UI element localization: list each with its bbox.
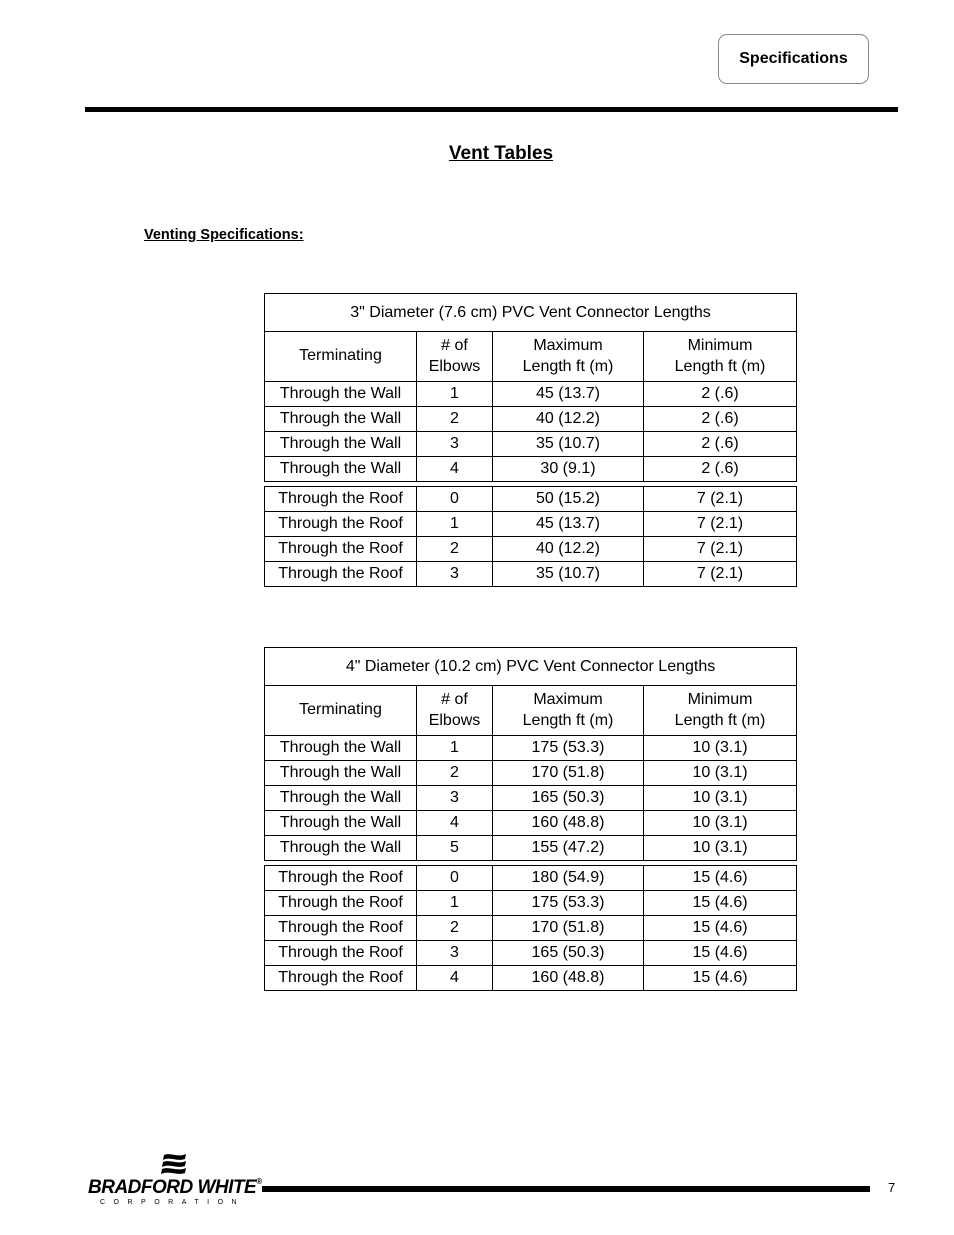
cell-elbows: 0 — [417, 487, 493, 512]
table-caption: 3" Diameter (7.6 cm) PVC Vent Connector Lengths — [265, 294, 797, 332]
table-row — [265, 836, 797, 861]
table-row — [265, 966, 797, 991]
cell-elbows: 1 — [417, 382, 493, 407]
section-heading: Venting Specifications: — [144, 227, 304, 243]
cell-max-length: 35 (10.7) — [493, 432, 644, 457]
table-row — [265, 562, 797, 587]
cell-max-length: 45 (13.7) — [493, 512, 644, 537]
header-max-length-line1: Maximum — [533, 691, 603, 708]
table-row — [265, 736, 797, 761]
cell-terminating: Through the Roof — [265, 512, 417, 537]
cell-terminating: Through the Roof — [265, 966, 417, 991]
cell-terminating: Through the Wall — [265, 761, 417, 786]
cell-min-length: 10 (3.1) — [644, 761, 797, 786]
cell-terminating: Through the Roof — [265, 891, 417, 916]
header-min-length-line1: Minimum — [687, 691, 753, 708]
cell-elbows: 2 — [417, 537, 493, 562]
cell-min-length: 15 (4.6) — [644, 916, 797, 941]
page-title: Vent Tables — [448, 143, 554, 164]
cell-elbows: 5 — [417, 836, 493, 861]
vent-table-4in — [264, 647, 797, 991]
cell-min-length: 2 (.6) — [644, 457, 797, 482]
table-row — [265, 512, 797, 537]
cell-terminating: Through the Roof — [265, 487, 417, 512]
header-elbows-line2: Elbows — [428, 357, 481, 375]
cell-max-length: 175 (53.3) — [493, 891, 644, 916]
logo-subtitle: CORPORATION — [100, 1199, 246, 1206]
cell-elbows: 3 — [417, 786, 493, 811]
cell-elbows: 0 — [417, 866, 493, 891]
table-caption: 4" Diameter (10.2 cm) PVC Vent Connector Lengths — [265, 648, 797, 686]
cell-max-length: 170 (51.8) — [493, 916, 644, 941]
cell-elbows: 4 — [417, 966, 493, 991]
header-elbows-line1: # of — [441, 691, 468, 708]
cell-terminating: Through the Wall — [265, 736, 417, 761]
cell-elbows: 1 — [417, 736, 493, 761]
cell-elbows: 4 — [417, 457, 493, 482]
table-row — [265, 891, 797, 916]
cell-max-length: 30 (9.1) — [493, 457, 644, 482]
footer-rule — [262, 1186, 870, 1192]
cell-max-length: 40 (12.2) — [493, 537, 644, 562]
cell-elbows: 2 — [417, 916, 493, 941]
header-elbows — [417, 686, 493, 736]
cell-max-length: 35 (10.7) — [493, 562, 644, 587]
header-max-length-line1: Maximum — [533, 337, 603, 354]
header-elbows-line1: # of — [441, 337, 468, 354]
cell-min-length: 10 (3.1) — [644, 836, 797, 861]
cell-elbows: 1 — [417, 891, 493, 916]
cell-terminating: Through the Wall — [265, 457, 417, 482]
table-header-row — [265, 686, 797, 736]
specifications-tab-label: Specifications — [739, 50, 848, 67]
cell-max-length: 180 (54.9) — [493, 866, 644, 891]
cell-max-length: 40 (12.2) — [493, 407, 644, 432]
header-terminating: Terminating — [265, 332, 417, 382]
cell-terminating: Through the Wall — [265, 786, 417, 811]
header-min-length — [644, 686, 797, 736]
table-header-row — [265, 332, 797, 382]
cell-terminating: Through the Wall — [265, 382, 417, 407]
cell-min-length: 15 (4.6) — [644, 866, 797, 891]
cell-terminating: Through the Wall — [265, 432, 417, 457]
cell-max-length: 160 (48.8) — [493, 811, 644, 836]
cell-elbows: 3 — [417, 941, 493, 966]
cell-min-length: 2 (.6) — [644, 382, 797, 407]
vent-table-3in — [264, 293, 797, 587]
header-elbows — [417, 332, 493, 382]
page-number: 7 — [888, 1180, 896, 1195]
cell-elbows: 3 — [417, 562, 493, 587]
table-row — [265, 382, 797, 407]
cell-max-length: 45 (13.7) — [493, 382, 644, 407]
header-max-length-line2: Length ft (m) — [522, 711, 614, 729]
cell-max-length: 165 (50.3) — [493, 941, 644, 966]
cell-min-length: 15 (4.6) — [644, 891, 797, 916]
cell-max-length: 165 (50.3) — [493, 786, 644, 811]
logo-flag-icon — [160, 1152, 188, 1178]
table-row — [265, 761, 797, 786]
cell-min-length: 15 (4.6) — [644, 941, 797, 966]
table-row — [265, 432, 797, 457]
table-row — [265, 407, 797, 432]
cell-min-length: 2 (.6) — [644, 407, 797, 432]
cell-min-length: 15 (4.6) — [644, 966, 797, 991]
table-row — [265, 811, 797, 836]
table-row — [265, 866, 797, 891]
cell-elbows: 4 — [417, 811, 493, 836]
cell-terminating: Through the Wall — [265, 811, 417, 836]
cell-terminating: Through the Roof — [265, 562, 417, 587]
table-row — [265, 487, 797, 512]
header-max-length — [493, 686, 644, 736]
registered-mark: ® — [256, 1177, 262, 1186]
cell-max-length: 50 (15.2) — [493, 487, 644, 512]
header-min-length — [644, 332, 797, 382]
cell-min-length: 2 (.6) — [644, 432, 797, 457]
cell-terminating: Through the Roof — [265, 537, 417, 562]
header-max-length-line2: Length ft (m) — [522, 357, 614, 375]
logo-wordmark: BRADFORD WHITE — [88, 1177, 257, 1198]
header-elbows-line2: Elbows — [428, 711, 481, 729]
cell-max-length: 155 (47.2) — [493, 836, 644, 861]
cell-max-length: 170 (51.8) — [493, 761, 644, 786]
cell-min-length: 10 (3.1) — [644, 786, 797, 811]
cell-min-length: 10 (3.1) — [644, 736, 797, 761]
header-min-length-line1: Minimum — [687, 337, 753, 354]
table-row — [265, 916, 797, 941]
header-rule — [85, 107, 898, 112]
table-row — [265, 537, 797, 562]
table-row — [265, 457, 797, 482]
cell-min-length: 7 (2.1) — [644, 487, 797, 512]
header-min-length-line2: Length ft (m) — [674, 711, 766, 729]
header-min-length-line2: Length ft (m) — [674, 357, 766, 375]
cell-terminating: Through the Roof — [265, 916, 417, 941]
cell-elbows: 2 — [417, 761, 493, 786]
cell-elbows: 2 — [417, 407, 493, 432]
header-max-length — [493, 332, 644, 382]
cell-max-length: 160 (48.8) — [493, 966, 644, 991]
cell-terminating: Through the Roof — [265, 866, 417, 891]
specifications-tab — [718, 34, 869, 84]
header-terminating: Terminating — [265, 686, 417, 736]
cell-min-length: 7 (2.1) — [644, 512, 797, 537]
table-row — [265, 786, 797, 811]
table-row — [265, 941, 797, 966]
cell-terminating: Through the Wall — [265, 407, 417, 432]
bradford-white-logo — [88, 1152, 260, 1208]
cell-min-length: 7 (2.1) — [644, 562, 797, 587]
cell-terminating: Through the Roof — [265, 941, 417, 966]
cell-min-length: 10 (3.1) — [644, 811, 797, 836]
cell-min-length: 7 (2.1) — [644, 537, 797, 562]
cell-max-length: 175 (53.3) — [493, 736, 644, 761]
cell-elbows: 3 — [417, 432, 493, 457]
cell-terminating: Through the Wall — [265, 836, 417, 861]
cell-elbows: 1 — [417, 512, 493, 537]
